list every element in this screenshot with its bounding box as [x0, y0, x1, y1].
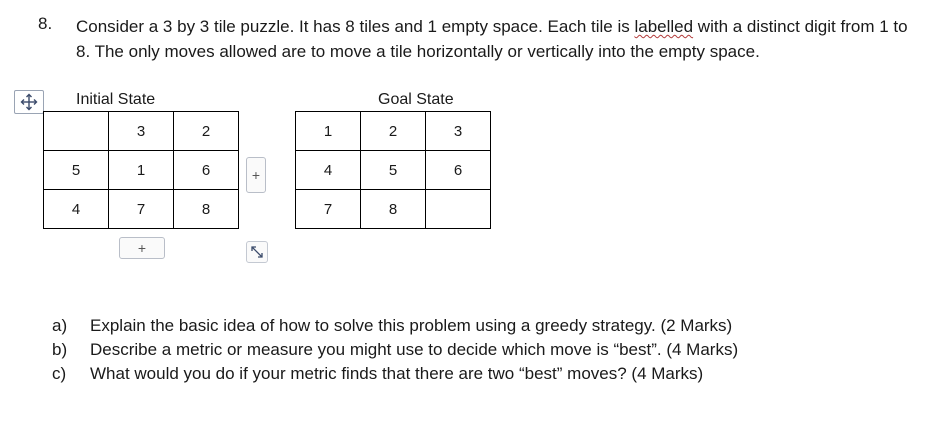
- goal-state-grid: [295, 111, 491, 229]
- grid-cell[interactable]: 6: [174, 151, 239, 190]
- grid-row: [44, 151, 239, 190]
- grid-cell[interactable]: 2: [361, 112, 426, 151]
- grid-cell[interactable]: 7: [109, 190, 174, 229]
- initial-state-caption: Initial State: [76, 91, 156, 108]
- grid-row: [44, 190, 239, 229]
- question-text-part1: Consider a 3 by 3 tile puzzle. It has 8 tiles and 1 empty space. Each tile is: [76, 17, 635, 36]
- grid-cell[interactable]: 1: [109, 151, 174, 190]
- grid-cell[interactable]: 1: [296, 112, 361, 151]
- grid-cell[interactable]: 5: [44, 151, 109, 190]
- grid-cell[interactable]: 6: [426, 151, 491, 190]
- add-column-button[interactable]: +: [246, 157, 266, 193]
- part-text: Explain the basic idea of how to solve this problem using a greedy strategy. (2 Marks): [90, 316, 733, 335]
- question-parts: [52, 314, 738, 386]
- grid-cell[interactable]: 4: [296, 151, 361, 190]
- part-b: [52, 338, 738, 362]
- grid-row: [296, 112, 491, 151]
- table-move-handle[interactable]: [14, 90, 44, 114]
- move-arrows-icon: [20, 93, 38, 111]
- grid-cell[interactable]: [44, 112, 109, 151]
- grid-cell[interactable]: [426, 190, 491, 229]
- grid-cell[interactable]: 7: [296, 190, 361, 229]
- question-text: [76, 14, 916, 64]
- question-number: 8.: [38, 14, 53, 33]
- goal-state-caption: Goal State: [378, 91, 454, 108]
- grid-row: [44, 112, 239, 151]
- part-text: Describe a metric or measure you might use to decide which move is “best”. (4 Marks): [90, 340, 739, 359]
- grid-cell[interactable]: 5: [361, 151, 426, 190]
- add-row-button[interactable]: +: [119, 237, 165, 259]
- part-text: What would you do if your metric finds that there are two “best” moves? (4 Marks): [90, 364, 704, 383]
- part-label: c): [52, 364, 67, 383]
- spellcheck-flagged-word[interactable]: labelled: [634, 17, 694, 36]
- resize-diagonal-icon: [250, 245, 264, 259]
- grid-cell[interactable]: 3: [426, 112, 491, 151]
- part-c: [52, 362, 738, 386]
- initial-state-grid: [43, 111, 239, 229]
- grid-cell[interactable]: 3: [109, 112, 174, 151]
- part-label: a): [52, 316, 68, 335]
- part-label: b): [52, 340, 68, 359]
- table-resize-handle[interactable]: [246, 241, 268, 263]
- grid-cell[interactable]: 8: [361, 190, 426, 229]
- grid-row: [296, 190, 491, 229]
- grid-cell[interactable]: 8: [174, 190, 239, 229]
- grid-cell[interactable]: 4: [44, 190, 109, 229]
- question-text-part2: with a distinct digit from 1 to 8. The only moves allowed are to move a tile horizontally or vertically into the empty space.: [76, 17, 908, 61]
- grid-row: [296, 151, 491, 190]
- part-a: [52, 314, 738, 338]
- grid-cell[interactable]: 2: [174, 112, 239, 151]
